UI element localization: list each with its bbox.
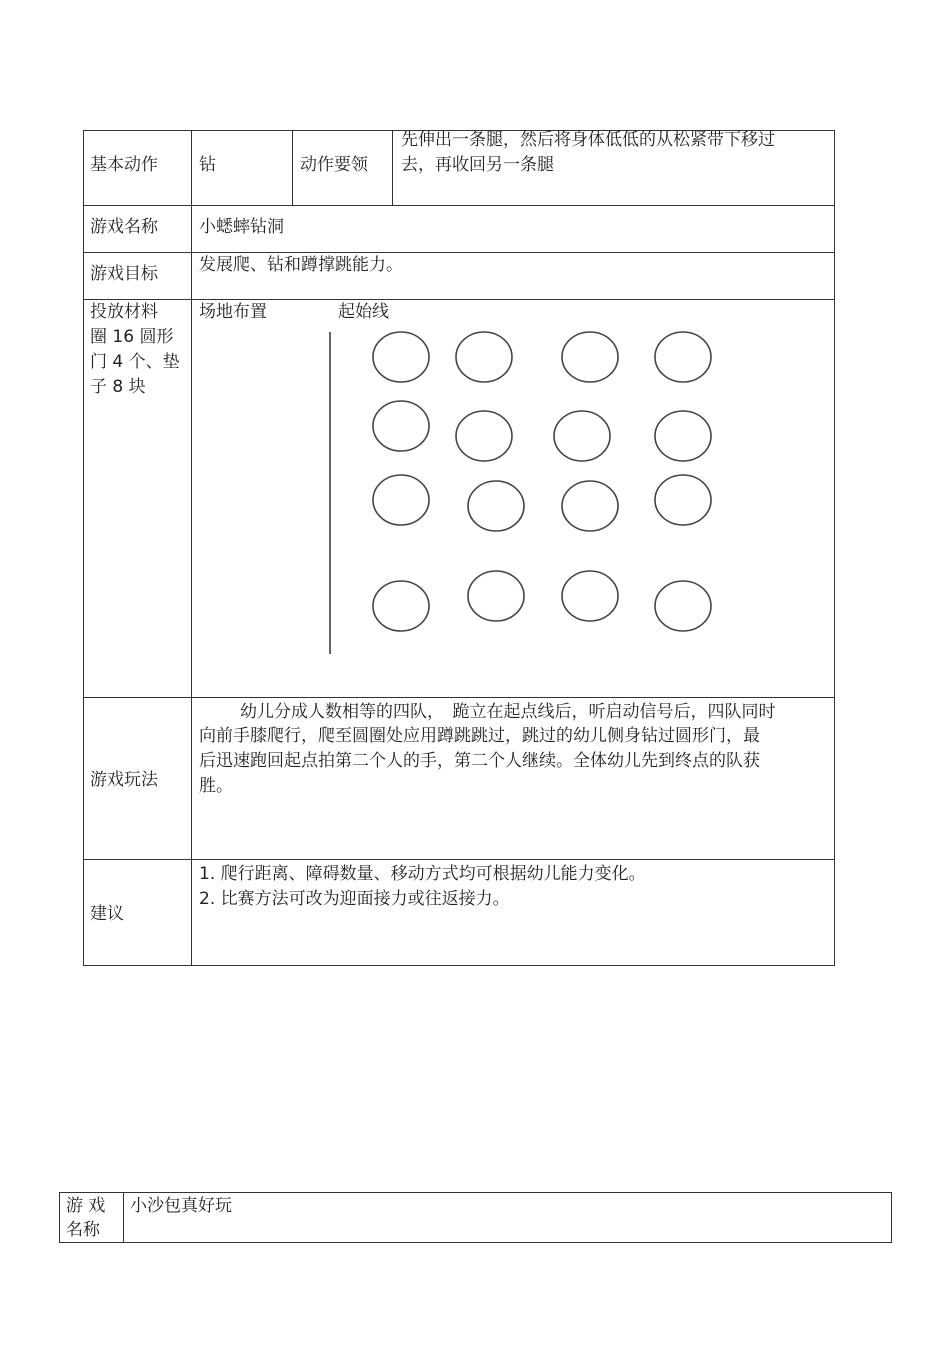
action-key-desc-line1: 先伸出一条腿，然后将身体低低的从松紧带下移过	[401, 130, 775, 150]
hoop	[456, 411, 512, 461]
hoop	[456, 332, 512, 382]
game-name-value: 小沙包真好玩	[130, 1196, 232, 1216]
game-name-value: 小蟋蟀钻洞	[199, 217, 284, 237]
hoop	[562, 481, 618, 531]
gameplay-label: 游戏玩法	[90, 770, 158, 790]
suggestion-item-1: 1. 爬行距离、障碍数量、移动方式均可根据幼儿能力变化。	[199, 864, 646, 884]
hoop	[655, 475, 711, 525]
game-name-label: 游戏名称	[90, 217, 158, 237]
hoop	[562, 571, 618, 621]
action-key-label: 动作要领	[300, 155, 368, 175]
hoop	[655, 332, 711, 382]
hoop	[373, 332, 429, 382]
basic-action-label: 基本动作	[90, 155, 158, 175]
game-name-label-line2: 名称	[66, 1220, 100, 1240]
game-name-label-line1: 游 戏	[66, 1196, 106, 1216]
hoop	[655, 411, 711, 461]
suggestion-item-2: 2. 比赛方法可改为迎面接力或往返接力。	[199, 889, 510, 909]
gameplay-line1: 幼儿分成人数相等的四队， 跪立在起点线后，听启动信号后，四队同时	[240, 702, 776, 722]
materials-label-line4: 子 8 块	[90, 377, 146, 397]
game-goal-value: 发展爬、钻和蹲撑跳能力。	[199, 255, 403, 275]
materials-label-line2: 圈 16 圆形	[90, 327, 174, 347]
column-divider	[123, 1192, 124, 1243]
hoop	[554, 411, 610, 461]
hoop	[468, 571, 524, 621]
action-key-desc-line2: 去，再收回另一条腿	[401, 155, 554, 175]
basic-action-value: 钻	[199, 155, 216, 175]
gameplay-line3: 后迅速跑回起点拍第二个人的手，第二个人继续。全体幼儿先到终点的队获	[199, 751, 760, 771]
hoop	[468, 481, 524, 531]
hoop	[655, 581, 711, 631]
game-goal-label: 游戏目标	[90, 264, 158, 284]
gameplay-line2: 向前手膝爬行，爬至圆圈处应用蹲跳跳过，跳过的幼儿侧身钻过圆形门，最	[199, 726, 760, 746]
gameplay-line4: 胜。	[199, 776, 233, 796]
materials-label-line3: 门 4 个、垫	[90, 352, 180, 372]
materials-label-line1: 投放材料	[90, 302, 158, 322]
hoop	[373, 475, 429, 525]
hoop	[373, 581, 429, 631]
start-line-label: 起始线	[338, 302, 389, 322]
hoop	[562, 332, 618, 382]
layout-label: 场地布置	[199, 302, 267, 322]
suggestion-label: 建议	[90, 904, 124, 924]
hoop	[373, 401, 429, 451]
